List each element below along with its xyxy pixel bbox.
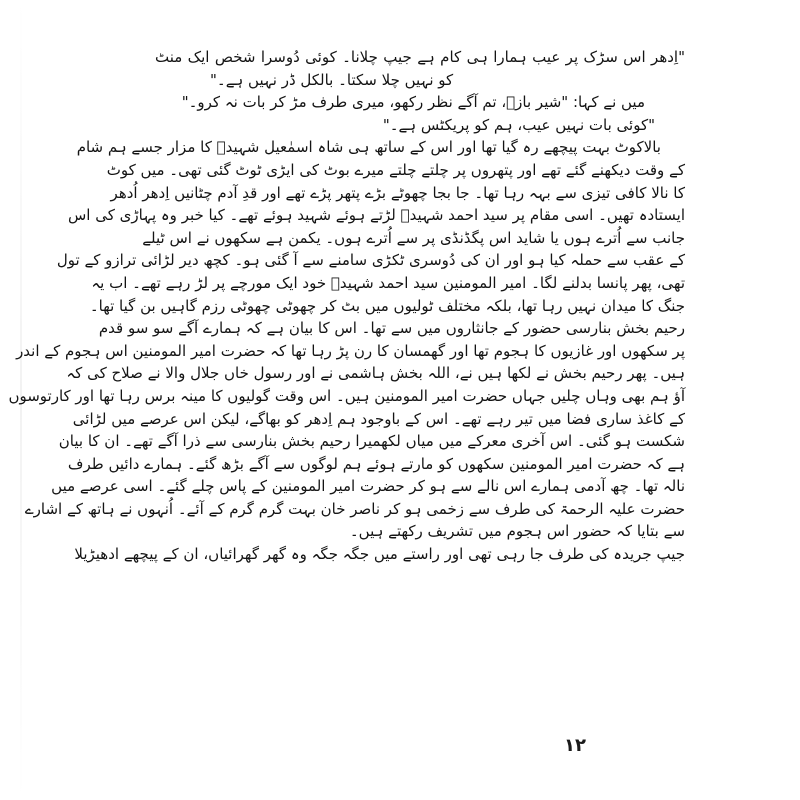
text-line: ایستادہ تھیں۔ اسی مقام پر سید احمد شہیدؒ لڑتے ہوئے شہید ہوئے تھے۔ کیا خبر وہ پہاڑی کی اس: [67, 206, 685, 225]
text-line: کے وقت دیکھنے گئے تھے اور پتھروں پر چلتے چلتے میرے بوٹ کی ایڑی ٹوٹ گئی تھی۔ میں کوٹ: [106, 160, 685, 179]
text-line: "کوئی بات نہیں عیب، ہم کو پریکٹس ہے۔": [382, 115, 655, 134]
text-line: رحیم بخش بنارسی حضور کے جانثاروں میں سے تھا۔ اس کا بیان ہے کہ ہمارے آگے سو سو قدم: [98, 319, 685, 338]
text-line: ہے کہ حضرت امیر المومنین سکھوں کو مارتے ہوئے ہم لوگوں سے آگے بڑھ گئے۔ ہمارے دائیں طرف: [67, 454, 685, 473]
text-line: ہیں۔ پھر رحیم بخش نے لکھا ہیں نے، اللہ بخش ہاشمی نے اور رسول خاں جلال والا نے صلاح کی کہ: [66, 364, 685, 383]
text-line: کے کاغذ ساری فضا میں تیر رہے تھے۔ اس کے باوجود ہم اِدھر کو بھاگے، لیکن اس عرصے میں لڑائی: [72, 409, 685, 428]
text-line: جانب سے اُترے ہوں یا شاید اس پگڈنڈی پر سے اُترے ہوں۔ یکمن ہے سکھوں نے اس ٹیلے: [142, 228, 685, 247]
text-line: کا نالا کافی تیزی سے بہہ رہا تھا۔ جا بجا چھوٹے بڑے پتھر پڑے تھے اور قدِ آدم چٹانیں اِدھر اُدھر: [110, 183, 685, 202]
text-line: تھی، پھر پانسا بدلنے لگا۔ امیر المومنین سید احمد شہیدؒ خود ایک مورچے پر لڑ رہے تھے۔ اب یہ: [91, 273, 685, 292]
text-line: کو نہیں چلا سکتا۔ بالکل ڈر نہیں ہے۔": [210, 70, 454, 89]
text-line: شکست ہو گئی۔ اس آخری معرکے میں میاں لکھمیرا رحیم بخش بنارسی سے ذرا آگے تھے۔ ان کا بیان: [58, 432, 685, 451]
text-line: جیپ جریدہ کی طرف جا رہی تھی اور راستے میں جگہ جگہ وہ گھر گھرائیاں، ان کے پیچھے ادھیڑیلا: [74, 545, 685, 564]
text-line: حضرت علیہ الرحمۃ کی طرف سے زخمی ہو کر ناصر خان بہت گرم گرم کے آئے۔ اُنہوں نے ہاتھ کے اشارے: [24, 499, 685, 518]
text-line: بالاکوٹ بہت پیچھے رہ گیا تھا اور اس کے ساتھ ہی شاہ اسمٰعیل شہیدؒ کا مزار جسے ہم شام: [76, 138, 661, 157]
text-line: میں نے کہا: "شیر بازؔ، تم آگے نظر رکھو، میری طرف مڑ کر بات نہ کرو۔": [181, 93, 645, 112]
text-line: پر سکھوں اور غازیوں کا ہجوم تھا اور گھمسان کا رن پڑ رہا تھا کہ حضرت امیر المومنین اس ہجوم کے اندر: [16, 341, 685, 360]
text-line: کے عقب سے حملہ کیا ہو اور ان کی دُوسری ٹکڑی سامنے سے آ گئی ہو۔ کچھ دیر لڑائی ترازو کے تول: [56, 251, 685, 270]
text-line: سے بتایا کہ حضور اس ہجوم میں تشریف رکھتے ہیں۔: [349, 522, 685, 541]
text-line: جنگ کا میدان نہیں رہا تھا، بلکہ مختلف ٹولیوں میں بٹ کر چھوٹی چھوٹی رزم گاہیں بن گیا تھا۔: [89, 296, 685, 315]
body-text: [8, 46, 685, 566]
text-line: آؤ ہم بھی وہاں چلیں جہاں حضرت امیر المومنین ہیں۔ اس وقت گولیوں کا مینہ برس رہا تھا اور کارتوسوں: [8, 386, 685, 405]
page-number: ١٢: [564, 735, 586, 756]
text-line: نالہ تھا۔ چھ آدمی ہمارے اس نالے سے ہو کر حضرت امیر المومنین کے پاس چلے گئے۔ اسی عرصے میں: [51, 477, 685, 496]
text-line: "اِدھر اس سڑک پر عیب ہمارا ہی کام ہے جیپ چلانا۔ کوئی دُوسرا شخص ایک منٹ: [155, 48, 685, 66]
